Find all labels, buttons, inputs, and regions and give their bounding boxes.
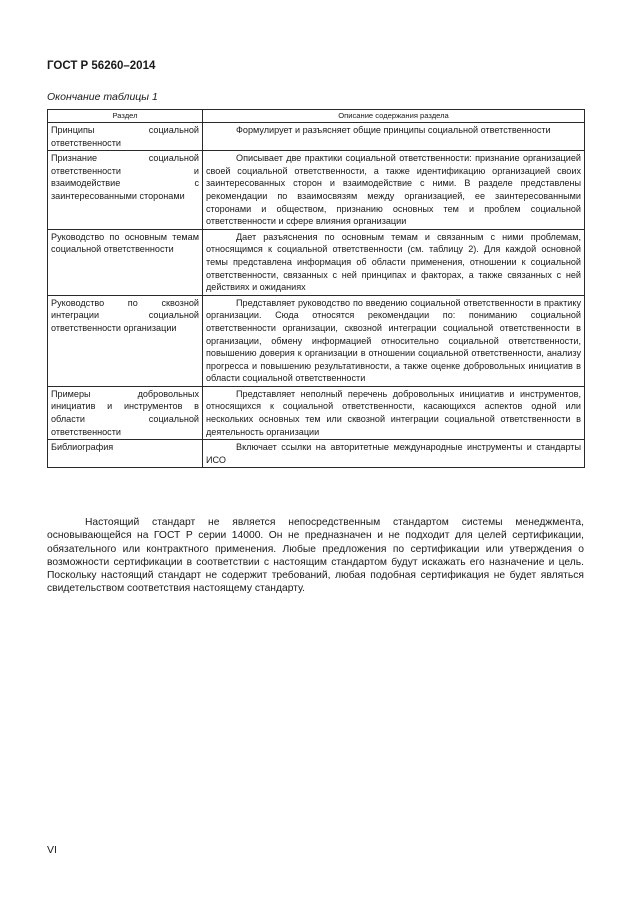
table-header-row — [48, 110, 585, 123]
body-paragraph: Настоящий стандарт не является непосредственным стандартом системы менеджмента, основывающейся на ГОСТ Р серии 14000. Он не предназначен и не подходит для целей сертификации, обязательного или контрактного применения. Любые предложения по сертификации или утверждения о возможности сертификации в соответствии с настоящим стандартом будут искажать его назначение и цель. Поскольку настоящий стандарт не содержит требований, любая подобная сертификация не будет являться свидетельством соответствия настоящему стандарту. — [47, 517, 584, 595]
table-row — [48, 386, 585, 439]
section-name: Руководство по сквозной интеграции социальной ответственности организации — [48, 295, 203, 386]
section-description: Представляет неполный перечень добровольных инициатив и инструментов, относящихся к социальной ответственности, касающихся аспектов одной или нескольких основных тем или сквозной интеграции социальной ответственности в деятельность организации — [203, 386, 585, 439]
column-header-section: Раздел — [48, 110, 203, 123]
section-name: Признание социальной ответственности и взаимодействие с заинтересованными сторонами — [48, 151, 203, 230]
section-description: Описывает две практики социальной ответственности: признание организацией своей социальной ответственности, а также идентификацию организацией своих заинтересованных сторон и взаимодействие с ними. В разделе представлены рекомендации по взаимосвязям между организацией, ее заинтересованными сторонами и обществом, признанию основных тем и проблем социальной ответственности и сфере влияния организации — [203, 151, 585, 230]
table-row — [48, 440, 585, 468]
table-row — [48, 151, 585, 230]
section-description: Представляет руководство по введению социальной ответственности в практику организации. Сюда относятся рекомендации по: пониманию социальной ответственности организации, сквозной интеграции социальной ответственности в организации, обмену информацией относительно социальной ответственности, повышению доверия к организации в отношении социальной ответственности, анализу прогресса и повышению результативности, а также оценке добровольных инициатив в области социальной ответственности — [203, 295, 585, 386]
section-name: Руководство по основным темам социальной ответственности — [48, 229, 203, 295]
document-id: ГОСТ Р 56260–2014 — [47, 60, 156, 72]
table-row — [48, 229, 585, 295]
table-row — [48, 295, 585, 386]
section-name: Примеры добровольных инициатив и инструментов в области социальной ответственности — [48, 386, 203, 439]
section-description: Включает ссылки на авторитетные международные инструменты и стандарты ИСО — [203, 440, 585, 468]
sections-table — [47, 109, 585, 468]
page-number: VI — [47, 844, 57, 856]
table-caption: Окончание таблицы 1 — [47, 91, 158, 103]
section-description: Дает разъяснения по основным темам и связанным с ними проблемам, относящимся к социальной ответственности (см. таблицу 2). Для каждой основной темы представлена информация об области применения, отношении к социальной ответственности, связанных с ней принципах и факторах, а также связанных с ней действиях и ожиданиях — [203, 229, 585, 295]
column-header-description: Описание содержания раздела — [203, 110, 585, 123]
section-name: Принципы социальной ответственности — [48, 123, 203, 151]
section-name: Библиография — [48, 440, 203, 468]
table-row — [48, 123, 585, 151]
section-description: Формулирует и разъясняет общие принципы социальной ответственности — [203, 123, 585, 151]
